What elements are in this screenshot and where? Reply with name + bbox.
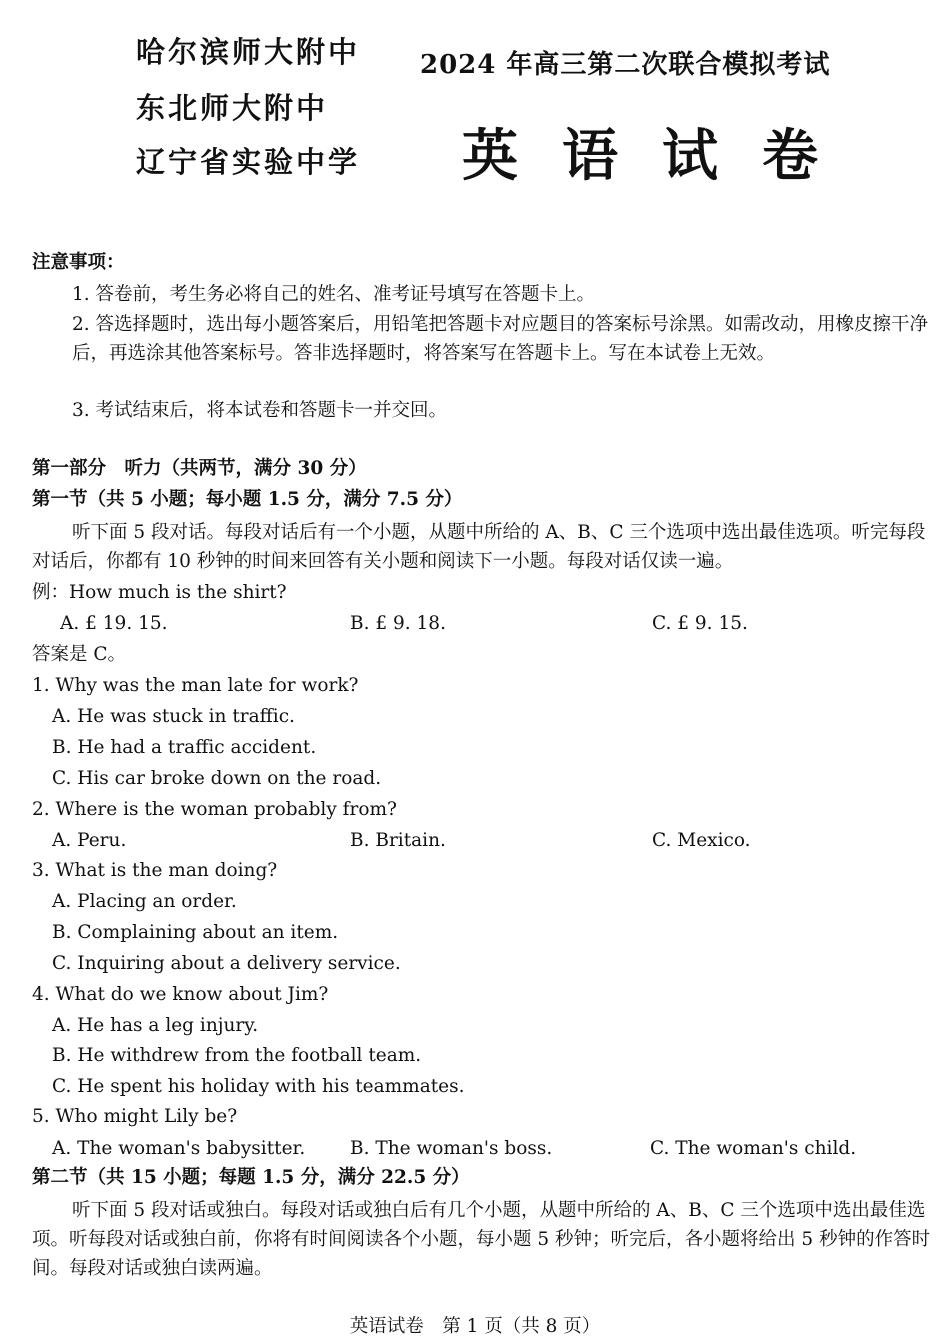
question-4-option-b: B. He withdrew from the football team. (52, 1045, 422, 1066)
section1-instructions: 听下面 5 段对话。每段对话后有一个小题，从题中所给的 A、B、C 三个选项中选出最佳选项。听完每段对话后，你都有 10 秒钟的时间来回答有关小题和阅读下一小题。每段对话仅读一遍。 (32, 522, 926, 572)
example-option-c: C. £ 9. 15. (652, 613, 748, 634)
school-name-1: 哈尔滨师大附中 (136, 35, 361, 69)
question-5-stem: 5. Who might Lily be? (32, 1106, 238, 1127)
question-4-option-c: C. He spent his holiday with his teammates. (52, 1076, 465, 1097)
example-option-b: B. £ 9. 18. (350, 613, 446, 634)
question-2-option-a: A. Peru. (52, 830, 127, 851)
question-5-option-c: C. The woman's child. (650, 1138, 857, 1159)
question-1-option-c: C. His car broke down on the road. (52, 768, 382, 789)
question-3-stem: 3. What is the man doing? (32, 860, 278, 881)
question-3-option-c: C. Inquiring about a delivery service. (52, 953, 401, 974)
example-option-a: A. £ 19. 15. (60, 613, 168, 634)
question-3-option-b: B. Complaining about an item. (52, 922, 339, 943)
section2-instructions: 听下面 5 段对话或独白。每段对话或独白后有几个小题，从题中所给的 A、B、C 三个选项中选出最佳选项。听每段对话或独白前，你将有时间阅读各个小题，每小题 5 秒钟；听完后，各小题将给出 5 秒钟的作答时间。每段对话或独白读两遍。 (32, 1200, 931, 1279)
question-1-stem: 1. Why was the man late for work? (32, 675, 359, 696)
notice-item-2: 2. 答选择题时，选出每小题答案后，用铅笔把答题卡对应题目的答案标号涂黑。如需改动，用橡皮擦干净后，再选涂其他答案标号。答非选择题时，将答案写在答题卡上。写在本试卷上无效。 (72, 314, 929, 364)
exam-name: 2024 年高三第二次联合模拟考试 (420, 50, 831, 80)
notice-title: 注意事项： (32, 252, 125, 273)
question-4-option-a: A. He has a leg injury. (52, 1015, 259, 1036)
question-2-option-c: C. Mexico. (652, 830, 751, 851)
question-3-option-a: A. Placing an order. (52, 891, 237, 912)
question-5-option-b: B. The woman's boss. (350, 1138, 553, 1159)
question-2-stem: 2. Where is the woman probably from? (32, 799, 397, 820)
question-1-option-b: B. He had a traffic accident. (52, 737, 317, 758)
question-5-option-a: A. The woman's babysitter. (52, 1138, 306, 1159)
notice-item-1: 1. 答卷前，考生务必将自己的姓名、准考证号填写在答题卡上。 (72, 284, 596, 305)
school-name-3: 辽宁省实验中学 (136, 145, 361, 179)
section2-title: 第二节（共 15 小题；每题 1.5 分，满分 22.5 分） (32, 1167, 470, 1188)
section1-title: 第一节（共 5 小题；每小题 1.5 分，满分 7.5 分） (32, 489, 463, 510)
part1-title: 第一部分 听力（共两节，满分 30 分） (32, 458, 367, 479)
paper-title: 英语试卷 (462, 123, 862, 189)
page-footer: 英语试卷 第 1 页（共 8 页） (349, 1316, 601, 1337)
question-1-option-a: A. He was stuck in traffic. (52, 706, 295, 727)
school-name-2: 东北师大附中 (136, 91, 329, 125)
question-2-option-b: B. Britain. (350, 830, 446, 851)
example-answer: 答案是 C。 (32, 644, 127, 665)
example-question: 例：How much is the shirt? (32, 582, 287, 603)
question-4-stem: 4. What do we know about Jim? (32, 984, 329, 1005)
notice-item-3: 3. 考试结束后，将本试卷和答题卡一并交回。 (72, 400, 448, 421)
